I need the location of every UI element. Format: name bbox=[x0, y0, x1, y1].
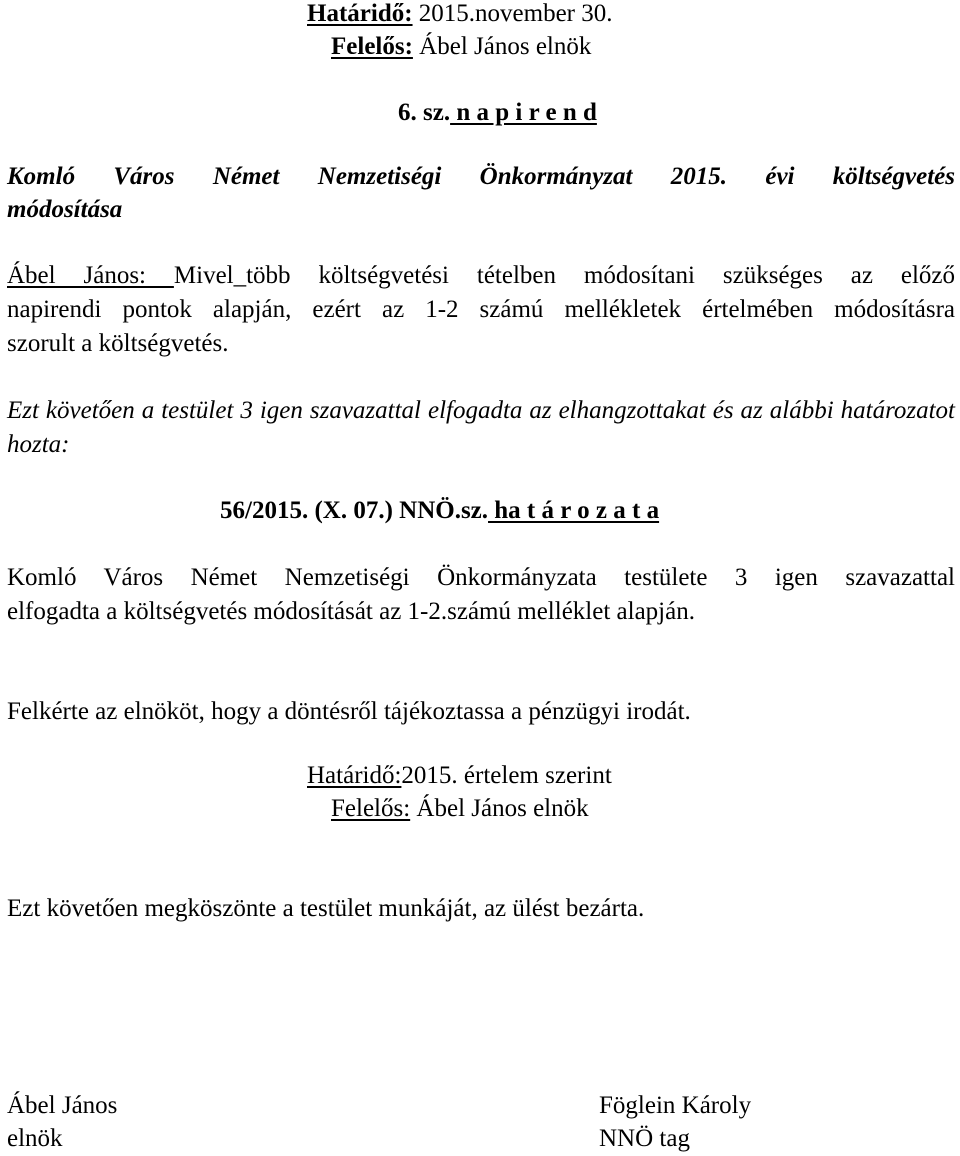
closing-text: Ezt követően megköszönte a testület munkáját, az ülést bezárta. bbox=[7, 895, 645, 922]
speaker-line3: szorult a költségvetés. bbox=[7, 330, 229, 357]
signature-right-name: Föglein Károly bbox=[599, 1092, 752, 1119]
speaker-line2: napirendi pontok alapján, ezért az 1-2 számú mellékletek értelmében módosításra bbox=[7, 296, 955, 323]
signature-right-role: NNÖ tag bbox=[599, 1125, 690, 1152]
resolution-word: ha t á r o z a t a bbox=[488, 497, 660, 524]
agenda-heading bbox=[398, 96, 597, 130]
resolution-line1: Komló Város Német Nemzetiségi Önkormányzata testülete 3 igen szavazattal bbox=[7, 564, 955, 591]
agenda-title-line1: Komló Város Német Nemzetiségi Önkormányzat 2015. évi költségvetés bbox=[7, 163, 955, 190]
resolution-responsible bbox=[331, 792, 589, 826]
resolution-line2: elfogadta a költségvetés módosítását az 1-2.számú melléklet alapján. bbox=[7, 598, 695, 625]
agenda-number: 6. sz. bbox=[398, 99, 451, 126]
header-deadline bbox=[307, 0, 613, 31]
resolution-deadline bbox=[307, 759, 612, 793]
resolution-deadline-label: Határidő: bbox=[307, 762, 402, 789]
header-responsible-label: Felelős: bbox=[331, 33, 413, 60]
resolution-deadline-value: 2015. értelem szerint bbox=[401, 762, 612, 789]
header-deadline-value: 2015.november 30. bbox=[412, 0, 613, 27]
resolution-number: 56/2015. (X. 07.) NNÖ.sz. bbox=[220, 497, 489, 524]
vote-note-line2: hozta: bbox=[7, 431, 70, 458]
agenda-word: n a p i r e n d bbox=[450, 99, 597, 126]
header-responsible bbox=[331, 30, 591, 64]
resolution-responsible-value: Ábel János elnök bbox=[410, 795, 589, 822]
header-deadline-label: Határidő: bbox=[307, 0, 413, 27]
signature-left-role: elnök bbox=[7, 1125, 63, 1152]
vote-note-line1: Ezt követően a testület 3 igen szavazattal elfogadta az elhangzottakat és az alábbi határozatot bbox=[7, 397, 955, 424]
agenda-title-line2: módosítása bbox=[7, 196, 123, 223]
signature-left-name: Ábel János bbox=[7, 1092, 118, 1119]
header-responsible-value: Ábel János elnök bbox=[412, 33, 592, 60]
resolution-responsible-label: Felelős: bbox=[331, 795, 411, 822]
speaker-line1 bbox=[7, 259, 955, 293]
resolution-heading bbox=[220, 494, 659, 528]
speaker-name: Ábel János: bbox=[7, 262, 174, 289]
resolution-request: Felkérte az elnököt, hogy a döntésről tájékoztassa a pénzügyi irodát. bbox=[7, 698, 691, 725]
speaker-line1-text: Mivel_több költségvetési tételben módosítani szükséges az előző bbox=[173, 262, 955, 289]
